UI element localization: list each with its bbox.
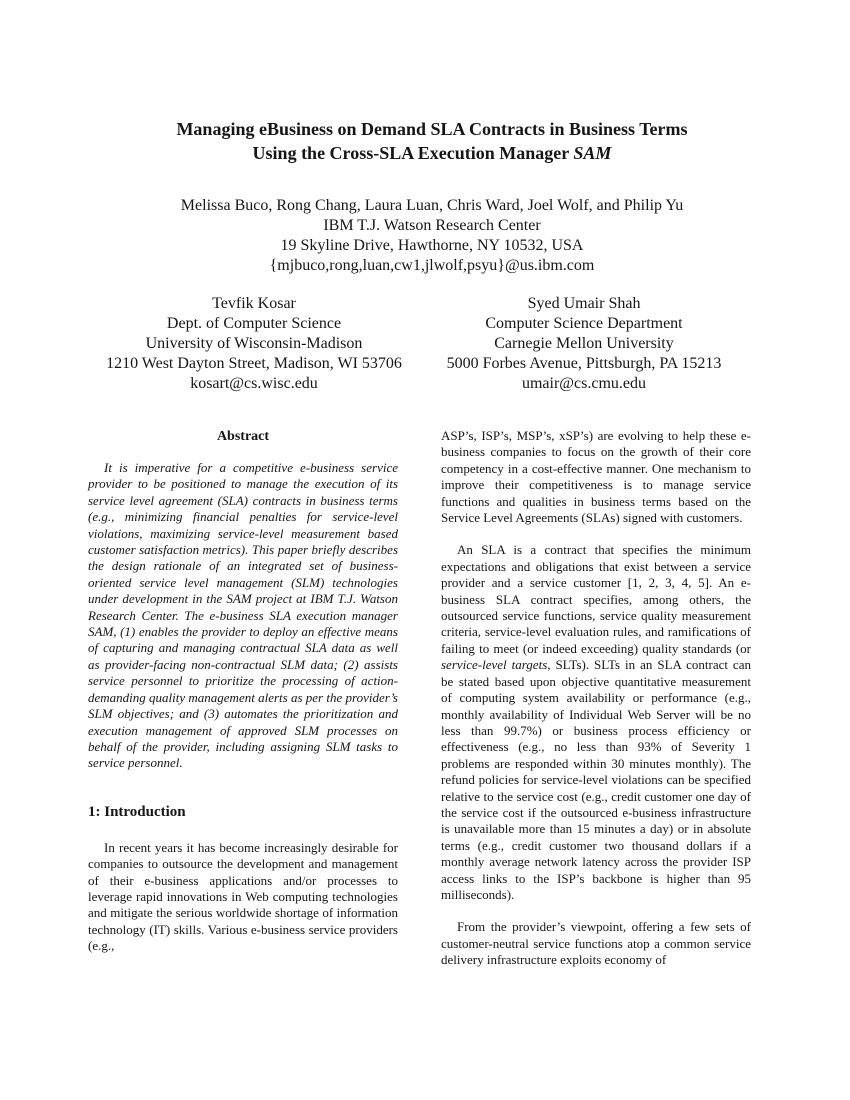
affiliation-right-dept: Computer Science Department [485,315,683,332]
affiliation-right-address: 5000 Forbes Avenue, Pittsburgh, PA 15213 [446,355,722,372]
affiliation-left-univ: University of Wisconsin-Madison [145,335,363,352]
affiliation-right [424,294,744,394]
body-paragraph-3: From the provider’s viewpoint, offering a few sets of customer-neutral service functions atop a common service delivery infrastructure exploits economy of [441,919,751,968]
affiliation-right-univ: Carnegie Mellon University [494,335,674,352]
left-column [88,428,398,955]
affiliation-left-dept: Dept. of Computer Science [166,315,342,332]
body-paragraph-2-part-b: , SLTs). SLTs in an SLA contract can be stated based upon objective quantitative measurement of computing system availability or performance (e.g., monthly availability of Individual Web Server will be no less than 99.7%) or business process efficiency or effectiveness (e.g., no less than 93% of Severity 1 problems are responded within 30 minutes monthly). The refund policies for service-level violations can be specified relative to the service cost (e.g., credit customer one day of the service cost if the outsourced e-business infrastructure is unavailable more than 15 minutes a day) or in absolute terms (e.g., credit customer two thousand dollars if a monthly average network latency across the provider ISP access links to the ISP’s backbone is higher than 95 milliseconds). [441,657,751,902]
affiliation-left-email: kosart@cs.wisc.edu [190,375,318,392]
body-paragraph-2-italic: service-level targets [441,657,548,673]
affiliation-left-address: 1210 West Dayton Street, Madison, WI 53706 [106,355,402,372]
author-block [100,196,764,276]
intro-paragraph-1: In recent years it has become increasingly desirable for companies to outsource the development and management of their e-business applications and/or processes to leverage rapid innovations in Web computing technologies and mitigate the serious worldwide shortage of information technology (IT) skills. Various e-business service providers (e.g., [88,839,398,954]
body-paragraph-2 [441,542,751,903]
author-email: {mjbuco,rong,luan,cw1,jlwolf,psyu}@us.ibm.com [269,257,595,274]
body-paragraph-2-part-a: An SLA is a contract that specifies the minimum expectations and obligations that exist between a service provider and a service customer [1, 2, 3, 4, 5]. An e-business SLA contract specifies, among others, the outsourced service functions, service quality measurement criteria, service-level evaluation rules, and ramifications of failing to meet (or indeed exceeding) quality standards (or [441,542,751,656]
affiliation-left-name: Tevfik Kosar [212,295,296,312]
abstract-heading: Abstract [216,429,270,444]
abstract-text: It is imperative for a competitive e-business service provider to be positioned to manage the execution of its service level agreement (SLA) contracts in business terms (e.g., minimizing financial penalties for service-level violations, maximizing service-level measurement based customer satisfaction metrics). This paper briefly describes the design rationale of an integrated set of business-oriented service level management (SLM) technologies under development in the SAM project at IBM T.J. Watson Research Center. The e-business SLA execution manager SAM, (1) enables the provider to deploy an effective means of capturing and managing contractual SLA data as well as provider-facing non-contractual SLM data; (2) assists service personnel to prioritize the processing of action-demanding quality management alerts as per the provider’s SLM objectives; and (3) automates the prioritization and execution management of approved SLM processes on behalf of the provider, including assigning SLM tasks to service personnel. [88,460,398,771]
title-line-1: Managing eBusiness on Demand SLA Contracts in Business Terms [176,119,688,139]
author-organization: IBM T.J. Watson Research Center [323,217,541,234]
affiliation-right-email: umair@cs.cmu.edu [521,375,647,392]
affiliation-right-name: Syed Umair Shah [527,295,641,312]
affiliation-left [100,294,408,394]
section-heading-introduction: 1: Introduction [88,803,186,820]
author-names: Melissa Buco, Rong Chang, Laura Luan, Chris Ward, Joel Wolf, and Philip Yu [180,197,684,214]
title-line-2-text: Using the Cross-SLA Execution Manager [252,143,574,163]
title-line-2-italic: SAM [573,143,612,163]
author-address: 19 Skyline Drive, Hawthorne, NY 10532, USA [280,237,584,254]
title-line-2 [100,141,764,165]
paper-title [100,117,764,165]
body-paragraph-1: ASP’s, ISP’s, MSP’s, xSP’s) are evolving to help these e-business companies to focus on the growth of their core competency in a cost-effective manner. One mechanism to improve their competitiveness is to manage service functions and qualities in business terms based on the Service Level Agreements (SLAs) signed with customers. [441,428,751,526]
right-column [441,428,751,969]
